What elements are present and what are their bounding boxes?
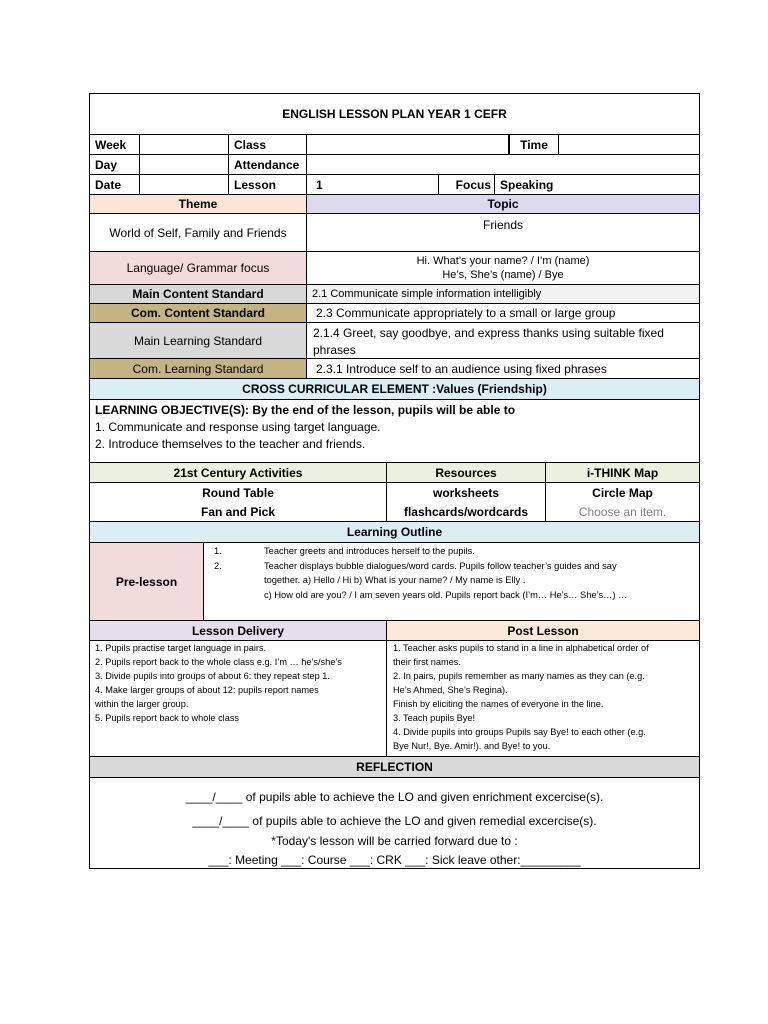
learning-objective-2: 2. Introduce themselves to the teacher and friends. bbox=[95, 437, 366, 451]
language-focus-value bbox=[307, 252, 699, 285]
main-learning-standard-value: 2.1.4 Greet, say goodbye, and express thanks using suitable fixed phrases bbox=[307, 323, 699, 359]
time-field[interactable] bbox=[559, 135, 699, 155]
day-field[interactable] bbox=[140, 155, 229, 175]
post-lesson-body bbox=[387, 641, 699, 757]
week-field[interactable] bbox=[140, 135, 229, 155]
learning-objective-1: 1. Communicate and response using target language. bbox=[95, 420, 381, 434]
day-label: Day bbox=[90, 155, 140, 175]
class-label: Class bbox=[229, 135, 307, 155]
learning-objectives-heading: LEARNING OBJECTIVE(S): By the end of the lesson, pupils will be able to bbox=[95, 403, 516, 417]
reflection-reasons[interactable]: ___: Meeting ___: Course ___: CRK ___: Sick leave other:_________ bbox=[208, 853, 581, 867]
pre-lesson-step-1: 1. Teacher greets and introduces herself to the pupils. bbox=[214, 546, 475, 556]
lesson-delivery-body bbox=[90, 641, 387, 757]
main-learning-standard-label: Main Learning Standard bbox=[90, 323, 307, 359]
reflection-carried-forward: *Today's lesson will be carried forward due to : bbox=[271, 834, 518, 848]
activities-header: 21st Century Activities bbox=[90, 463, 387, 483]
main-content-standard-value: 2.1 Communicate simple information intelligibly bbox=[307, 285, 699, 304]
main-content-standard-label: Main Content Standard bbox=[90, 285, 307, 304]
ithink-map-header: i-THINK Map bbox=[546, 463, 699, 483]
class-field[interactable] bbox=[307, 135, 509, 155]
language-focus-line-1: Hi. What’s your name? / I’m (name) bbox=[416, 255, 590, 267]
post-lesson-line: 4. Divide pupils into groups Pupils say Bye! to each other (e.g. bbox=[393, 727, 646, 737]
lesson-delivery-line: 5. Pupils report back to whole class bbox=[95, 713, 240, 723]
page-title-text: ENGLISH LESSON PLAN YEAR 1 CEFR bbox=[282, 107, 507, 121]
post-lesson-line: their first names. bbox=[393, 657, 461, 667]
cross-curricular-element: CROSS CURRICULAR ELEMENT :Values (Friendship) bbox=[90, 379, 699, 400]
language-focus-label: Language/ Grammar focus bbox=[90, 252, 307, 285]
resources-header: Resources bbox=[387, 463, 546, 483]
lesson-delivery-line: 4. Make larger groups of about 12: pupils report names bbox=[95, 685, 319, 695]
theme-header: Theme bbox=[90, 195, 307, 214]
attendance-field[interactable] bbox=[307, 155, 699, 175]
pre-lesson-steps bbox=[204, 543, 699, 621]
lesson-delivery-line: 2. Pupils report back to the whole class e.g. I’m … he’s/she’s bbox=[95, 657, 342, 667]
ithink-map-1[interactable]: Circle Map bbox=[592, 486, 653, 500]
pre-lesson-step-2: 2. Teacher displays bubble dialogues/word cards. Pupils follow teacher’s guides and say bbox=[214, 560, 617, 571]
learning-outline-header: Learning Outline bbox=[90, 522, 699, 543]
ithink-map-2-dropdown[interactable]: Choose an item. bbox=[546, 503, 699, 522]
lesson-plan-sheet bbox=[89, 93, 700, 869]
post-lesson-line: He’s Ahmed, She’s Regina). bbox=[393, 685, 508, 695]
activity-1: Round Table bbox=[90, 483, 387, 503]
post-lesson-line: 2. In pairs, pupils remember as many names as they can (e.g. bbox=[393, 671, 645, 681]
theme-value: World of Self, Family and Friends bbox=[90, 214, 307, 252]
lesson-delivery-line: 1. Pupils practise target language in pairs. bbox=[95, 643, 267, 653]
reflection-header: REFLECTION bbox=[90, 757, 699, 778]
post-lesson-header: Post Lesson bbox=[387, 621, 699, 641]
activity-2: Fan and Pick bbox=[90, 503, 387, 522]
week-label: Week bbox=[90, 135, 140, 155]
com-learning-standard-value: 2.3.1 Introduce self to an audience using fixed phrases bbox=[307, 359, 699, 379]
post-lesson-line: Finish by eliciting the names of everyone in the line. bbox=[393, 699, 604, 709]
focus-label: Focus bbox=[439, 175, 495, 195]
pre-lesson-step-2-line-2: together. a) Hello / Hi b) What is your name? / My name is Elly . bbox=[264, 575, 526, 585]
reflection-line-remedial[interactable]: ____/____ of pupils able to achieve the LO and given remedial excercise(s). bbox=[192, 814, 597, 828]
topic-value: Friends bbox=[307, 214, 699, 252]
lesson-delivery-header: Lesson Delivery bbox=[90, 621, 387, 641]
reflection-line-enrichment[interactable]: ____/____ of pupils able to achieve the LO and given enrichment excercise(s). bbox=[185, 790, 604, 804]
lesson-delivery-line: within the larger group. bbox=[95, 699, 189, 709]
date-field[interactable] bbox=[140, 175, 229, 195]
lesson-label: Lesson bbox=[229, 175, 307, 195]
com-content-standard-value: 2.3 Communicate appropriately to a small or large group bbox=[307, 304, 699, 323]
focus-field[interactable]: Speaking bbox=[495, 175, 699, 195]
topic-header: Topic bbox=[307, 195, 699, 214]
post-lesson-line: Bye Nur!, Bye. Amir!). and Bye! to you. bbox=[393, 741, 551, 751]
com-content-standard-label: Com. Content Standard bbox=[90, 304, 307, 323]
pre-lesson-step-2-line-3: c) How old are you? / I am seven years old. Pupils report back (I’m… He’s… She’s…) … bbox=[264, 589, 628, 600]
com-learning-standard-label: Com. Learning Standard bbox=[90, 359, 307, 379]
lesson-number-field[interactable]: 1 bbox=[307, 175, 439, 195]
time-label: Time bbox=[509, 135, 559, 155]
learning-objectives bbox=[90, 400, 699, 463]
lesson-delivery-line: 3. Divide pupils into groups of about 6: they repeat step 1. bbox=[95, 671, 330, 681]
resource-2: flashcards/wordcards bbox=[387, 503, 546, 522]
language-focus-line-2: He’s, She’s (name) / Bye bbox=[442, 269, 564, 281]
date-label: Date bbox=[90, 175, 140, 195]
attendance-label: Attendance bbox=[229, 155, 307, 175]
reflection-body bbox=[90, 778, 699, 868]
page-title bbox=[90, 94, 699, 135]
resource-1: worksheets bbox=[387, 483, 546, 503]
post-lesson-line: 1. Teacher asks pupils to stand in a line in alphabetical order of bbox=[393, 643, 649, 653]
pre-lesson-label: Pre-lesson bbox=[90, 543, 204, 621]
post-lesson-line: 3. Teach pupils Bye! bbox=[393, 713, 476, 723]
